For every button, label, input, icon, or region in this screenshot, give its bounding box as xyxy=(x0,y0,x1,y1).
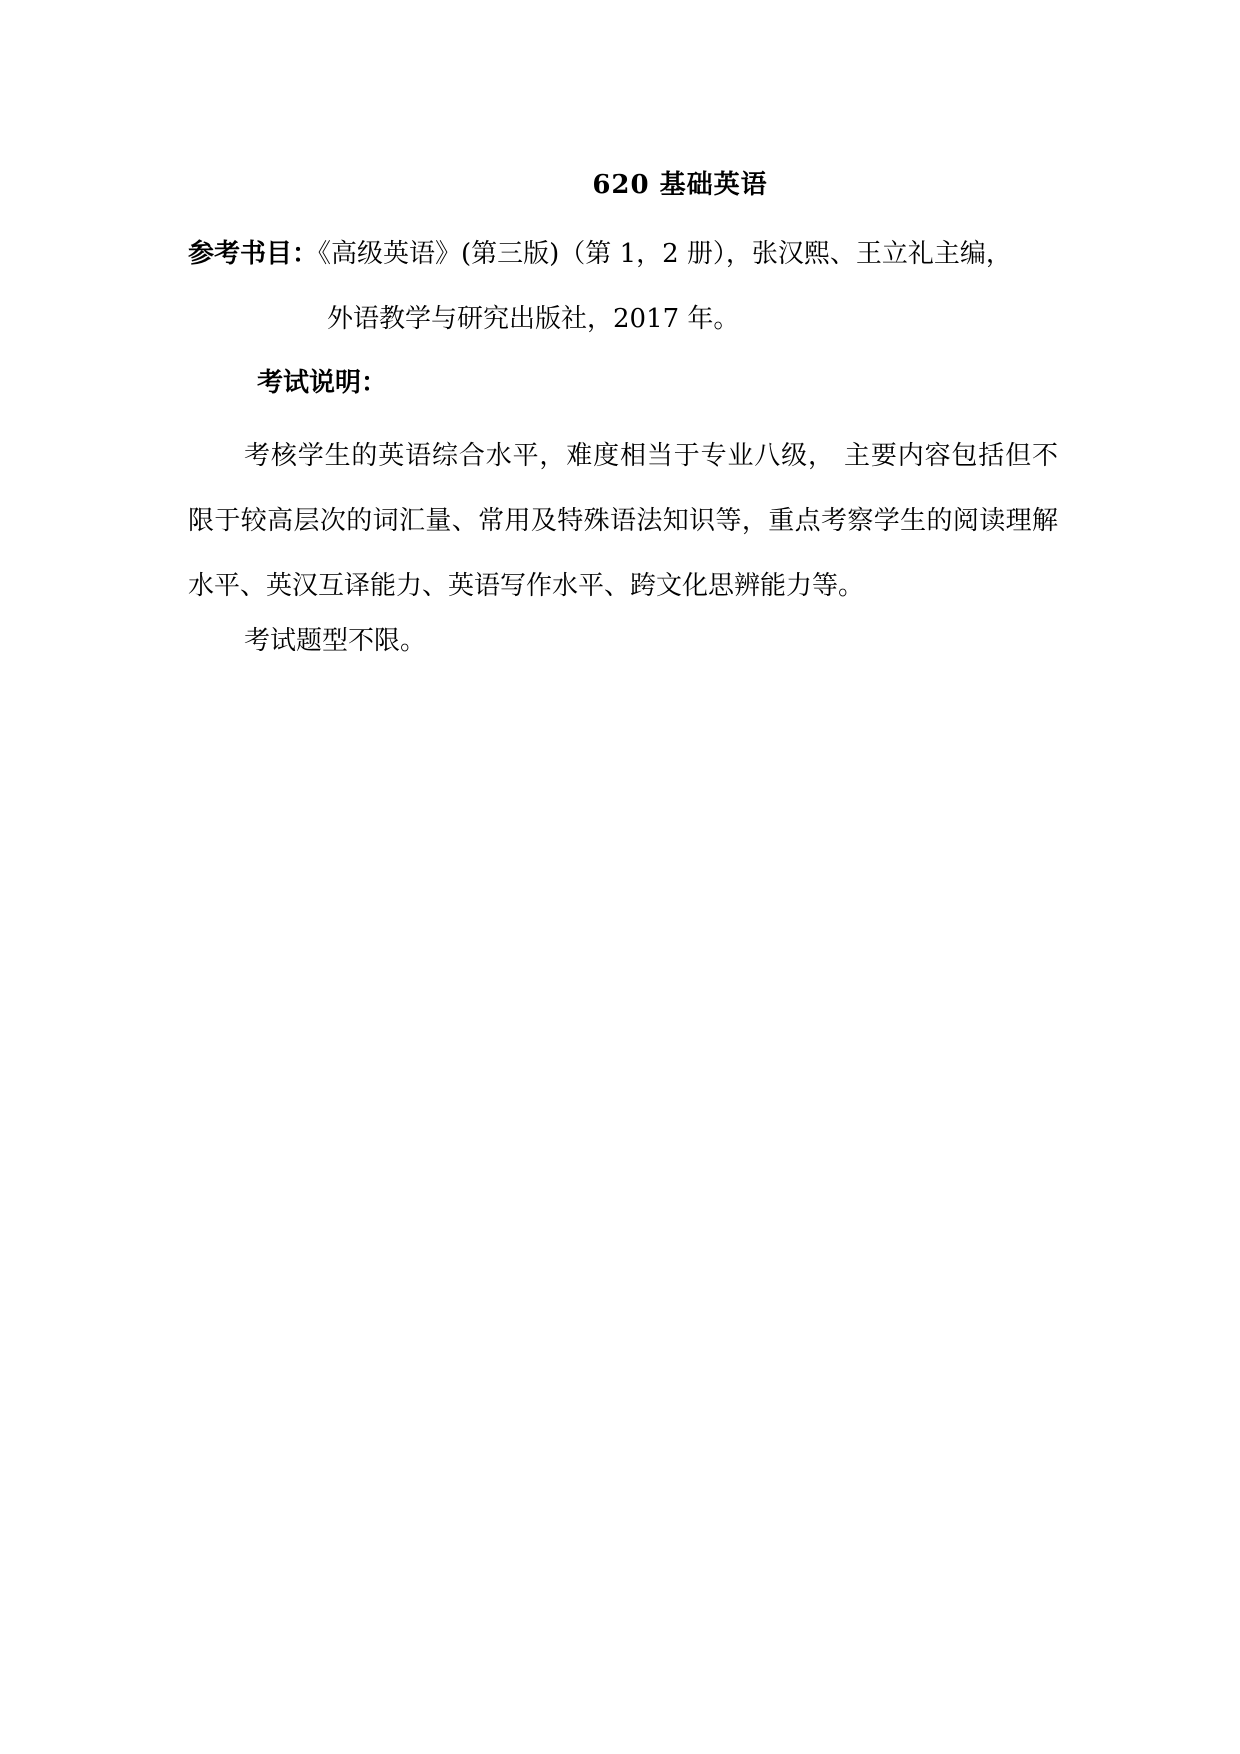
exam-format-paragraph: 考试题型不限。 xyxy=(244,626,427,656)
reference-label: 参考书目： xyxy=(188,239,319,269)
exam-description-paragraph: 考核学生的英语综合水平，难度相当于专业八级， 主要内容包括但不限于较高层次的词汇量、常用及特殊语法知识等，重点考察学生的阅读理解水平、英汉互译能力、英语写作水平、跨文化思辨能力等。 xyxy=(188,441,1058,601)
exam-heading: 考试说明： xyxy=(257,368,388,398)
reference-line-1 xyxy=(188,233,1012,270)
reference-line-2: 外语教学与研究出版社，2017 年。 xyxy=(327,304,740,334)
page-title: 620 基础英语 xyxy=(592,170,768,200)
reference-text-1: 《高级英语》(第三版)（第 1，2 册），张汉熙、王立礼主编， xyxy=(318,239,1012,269)
